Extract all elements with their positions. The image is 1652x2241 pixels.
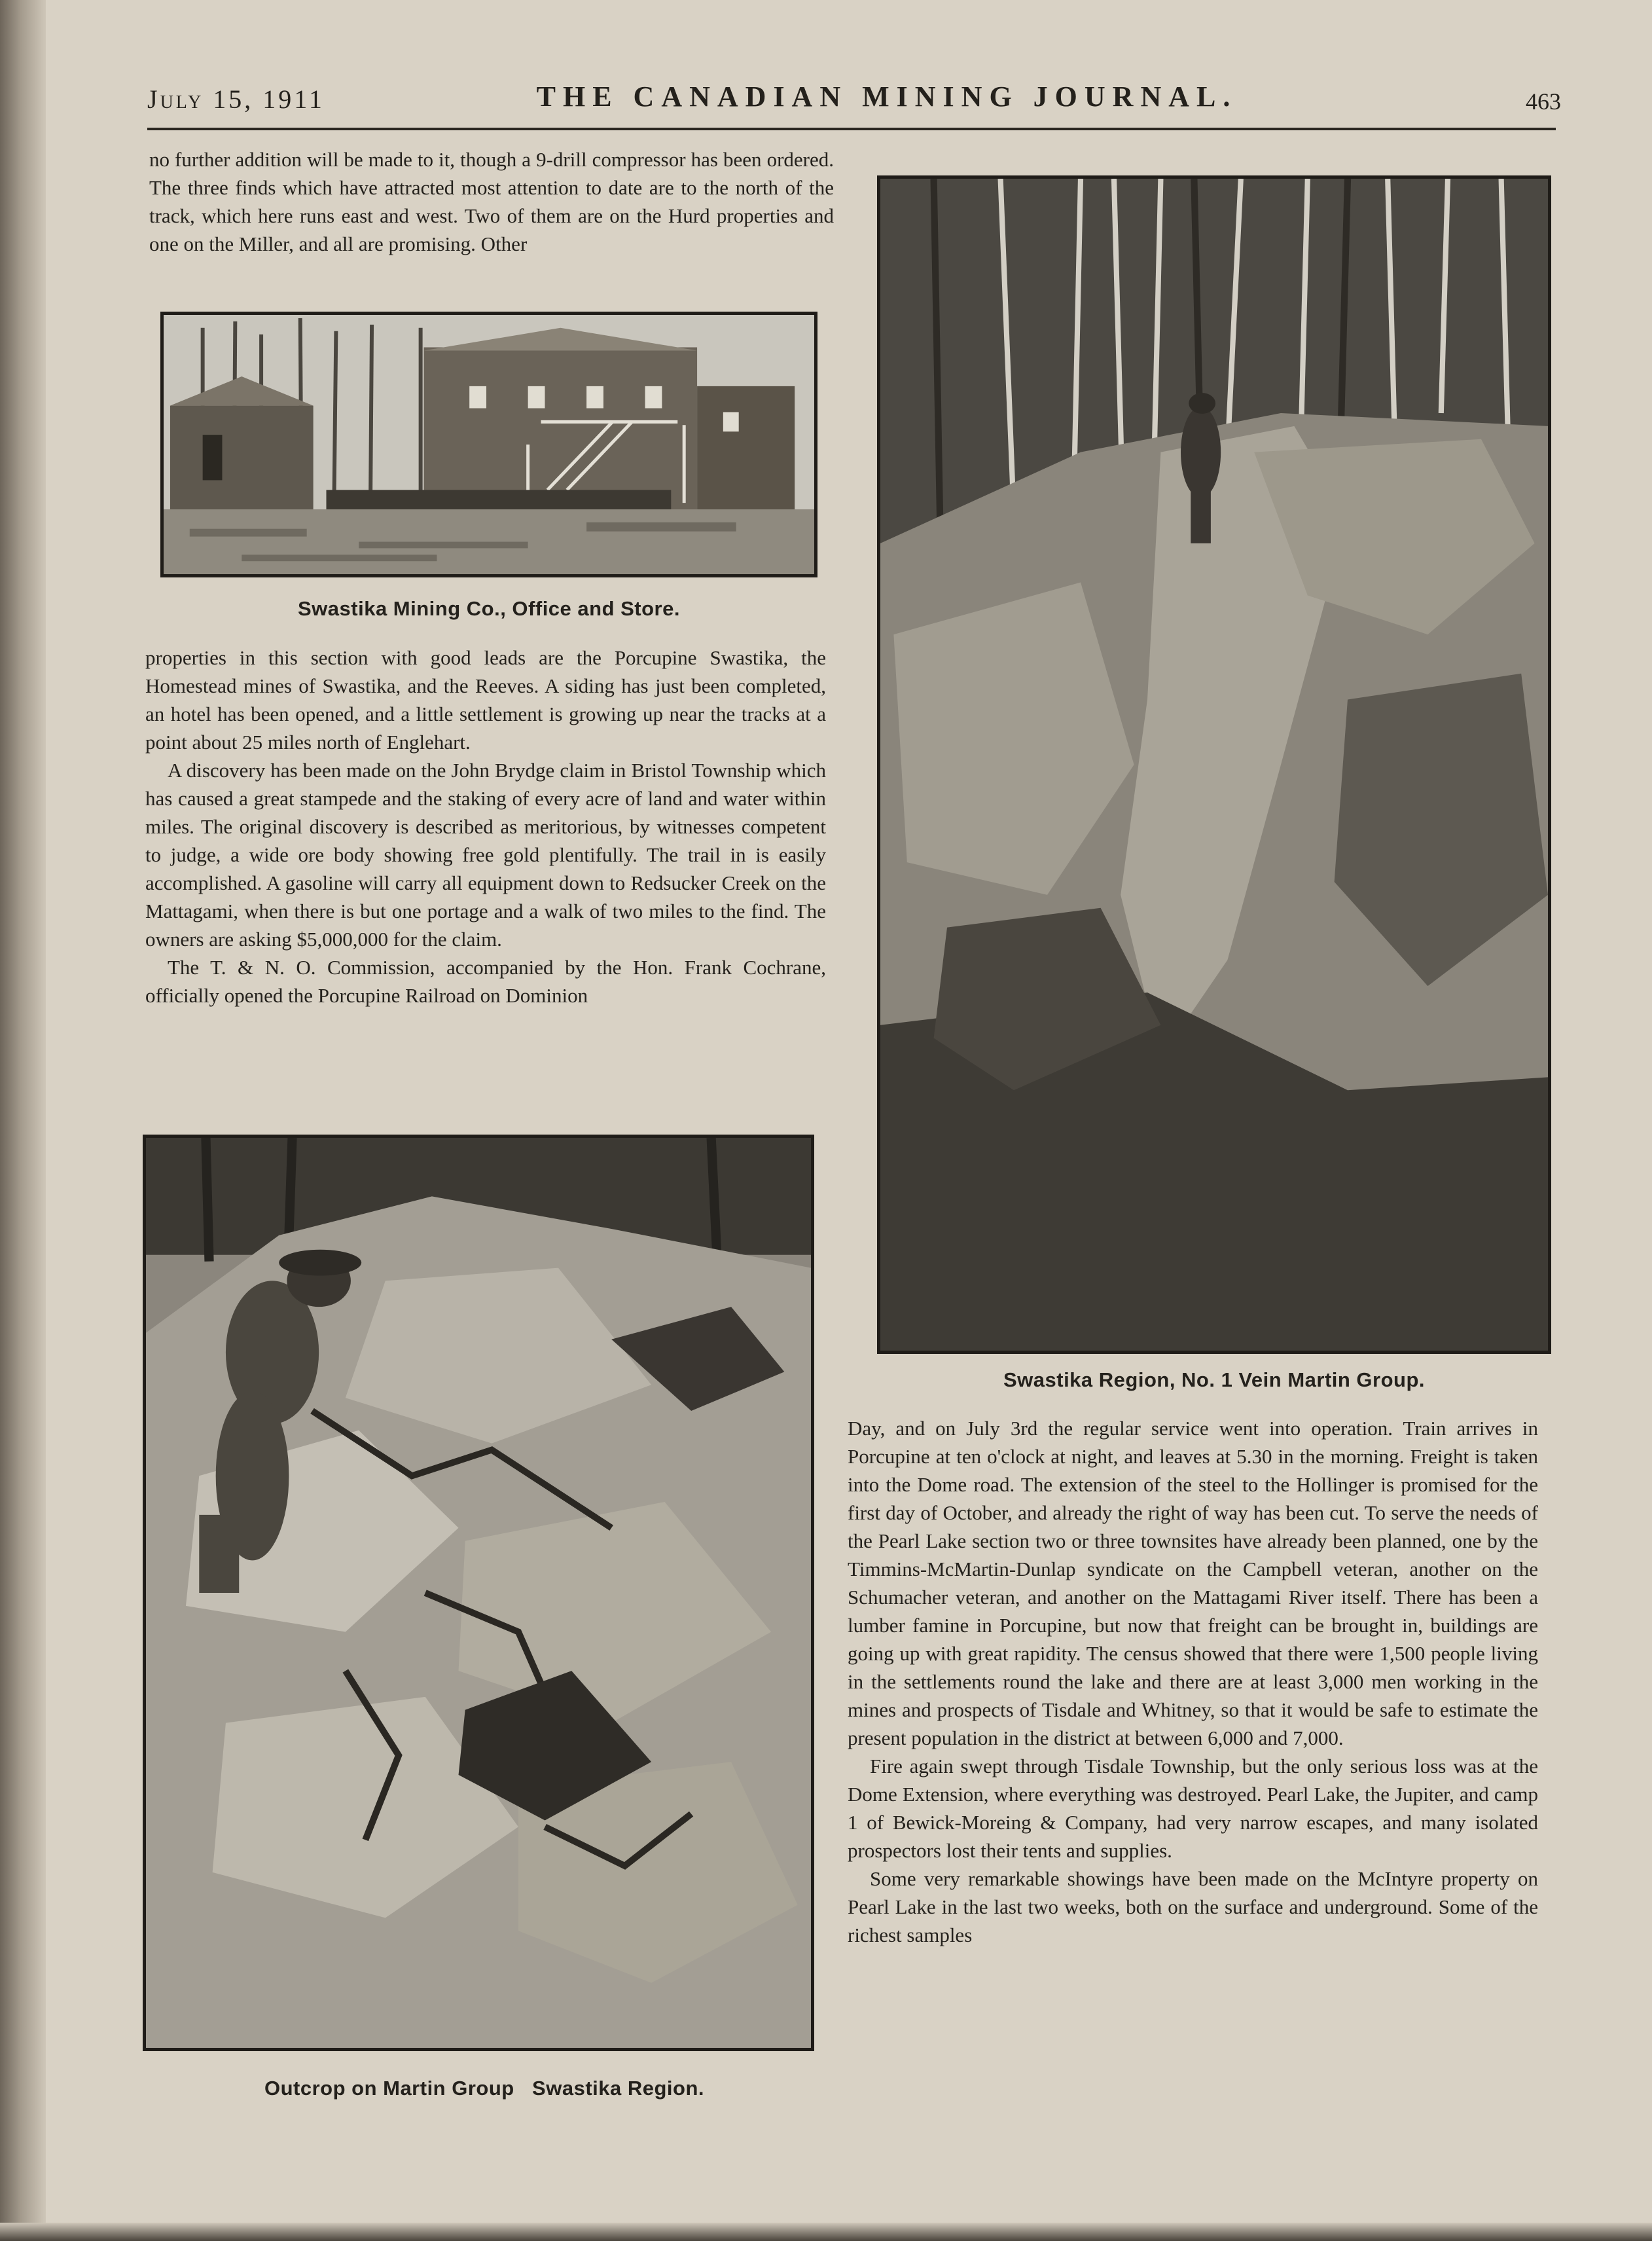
paragraph: Day, and on July 3rd the regular service went into operation. Train arrives in Porcupine at ten o'clock at night, and leaves at 5.30 in the morning. Freight is taken into the Dome road. The extension of the steel to the Hollinger is promised for the first day of October, and already the right of way has been cut. To serve the needs of the Pearl Lake section two or three townsites have already been planned, one by the Timmins-McMartin-Dunlap syndicate on the Campbell veteran, another on the Schumacher veteran, and another on the Mattagami River itself. There has been a lumber famine in Porcupine, but now that freight can be brought in, buildings are going up with great rapidity. The census showed that there were 1,500 people living in the settlements round the lake and there are at least 3,000 men working in the mines and prospects of Tisdale and Whitney, so that it would be safe to estimate the present population in the district at between 6,000 and 7,000. (848, 1417, 1538, 1749)
right-column-text (848, 1414, 1538, 2102)
office-store-caption: Swastika Mining Co., Office and Store. (298, 597, 680, 620)
running-header (147, 77, 1561, 130)
book-spine-shadow (0, 0, 46, 2241)
office-store-photo (160, 312, 817, 577)
page-bottom-edge (0, 2223, 1652, 2241)
paragraph: properties in this section with good leads are the Porcupine Swastika, the Homestead mines of Swastika, and the Reeves. A siding has just been completed, an hotel has been opened, and a little settlement is growing up near the tracks at a point about 25 miles north of Englehart. (145, 646, 826, 754)
page-number: 463 (1526, 88, 1561, 115)
paragraph: The T. & N. O. Commission, accompanied by the Hon. Frank Cochrane, officially opened the Porcupine Railroad on Dominion (145, 956, 826, 1007)
paragraph: Fire again swept through Tisdale Township, but the only serious loss was at the Dome Extension, where everything was destroyed. Pearl Lake, the Jupiter, and camp 1 of Bewick-Moreing & Company, had very narrow escapes, and many isolated prospectors lost their tents and supplies. (848, 1755, 1538, 1862)
header-rule (147, 128, 1556, 130)
vein-caption: Swastika Region, No. 1 Vein Martin Group. (1003, 1368, 1426, 1391)
paragraph: A discovery has been made on the John Brydge claim in Bristol Township which has caused a great stampede and the staking of every acre of land and water within miles. The original discovery is described as meritorious, by witnesses competent to judge, a wide ore body showing free gold plentifully. The trail in is easily accomplished. A gasoline will carry all equipment down to Redsucker Creek on the Mattagami, when there is but one portage and a walk of two miles to the find. The owners are asking $5,000,000 for the claim. (145, 759, 826, 951)
left-column-middle-text (145, 644, 826, 1095)
vein-photo (877, 175, 1551, 1354)
issue-date: July 15, 1911 (147, 84, 325, 114)
outcrop-caption: Outcrop on Martin Group Swastika Region. (264, 2077, 705, 2100)
left-column-top-text (149, 145, 834, 286)
paragraph: Some very remarkable showings have been made on the McIntyre property on Pearl Lake in the last two weeks, both on the surface and underground. Some of the richest samples (848, 1867, 1538, 1946)
paragraph: no further addition will be made to it, though a 9-drill compressor has been ordered. The three finds which have attracted most attention to date are to the north of the track, which here runs east and west. Two of them are on the Hurd properties and one on the Miller, and all are promising. Other (149, 148, 834, 255)
journal-title: THE CANADIAN MINING JOURNAL. (536, 81, 1238, 113)
outcrop-photo (143, 1135, 814, 2051)
